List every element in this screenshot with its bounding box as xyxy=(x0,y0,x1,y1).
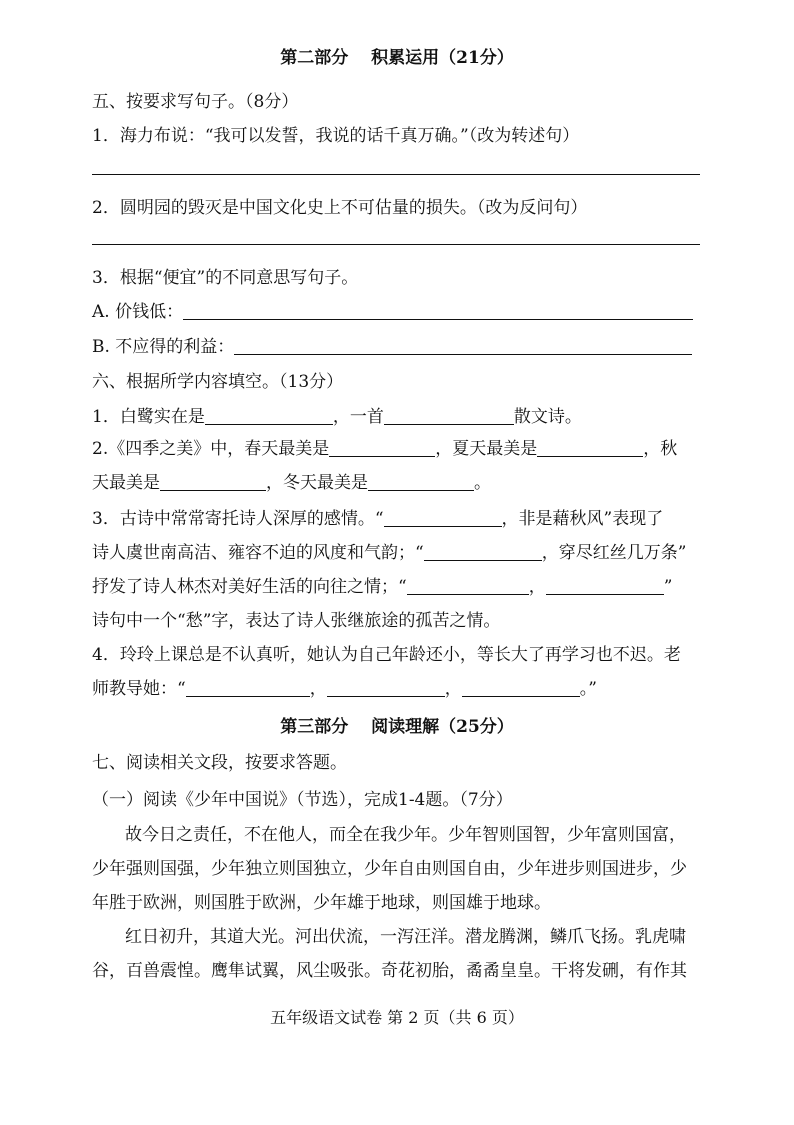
part3-heading: 第三部分 阅读理解（25分） xyxy=(280,717,514,737)
passage-paragraph-1-line-3: 年胜于欧洲，则国胜于欧洲，少年雄于地球，则国雄于地球。 xyxy=(92,893,551,913)
passage-paragraph-1-line-2: 少年强则国强，少年独立则国独立，少年自由则国自由，少年进步则国进步，少 xyxy=(92,859,687,879)
s6-q2-text-f: 。 xyxy=(474,473,491,493)
answer-blank[interactable] xyxy=(384,508,502,527)
s6-q4-text-b: 师教导她：“ xyxy=(92,679,186,699)
s6-q2-text-b: ，夏天最美是 xyxy=(435,439,538,459)
s5-q3-b-label: B. 不应得的利益： xyxy=(92,337,235,357)
answer-blank[interactable] xyxy=(384,406,514,425)
s6-q3-text-f: ， xyxy=(528,577,546,597)
s6-q1-text-c: 散文诗。 xyxy=(513,407,582,427)
answer-line-2[interactable] xyxy=(92,244,700,245)
answer-blank[interactable] xyxy=(160,472,266,491)
passage-paragraph-1-line-1: 故今日之责任，不在他人，而全在我少年。少年智则国智，少年富则国富， xyxy=(125,825,686,845)
s6-question-1 xyxy=(92,405,582,429)
s6-question-4-line1: 4．玲玲上课总是不认真听，她认为自己年龄还小，等长大了再学习也不迟。老 xyxy=(92,645,681,665)
section5-title: 五、按要求写句子。（8分） xyxy=(92,92,299,112)
answer-blank[interactable] xyxy=(546,576,664,595)
s6-question-3-line2 xyxy=(92,541,686,565)
passage-paragraph-2-line-2: 谷，百兽震惶。鹰隼试翼，风尘吸张。奇花初胎，矞矞皇皇。干将发硎，有作其 xyxy=(92,961,687,981)
s6-question-4-line2 xyxy=(92,677,597,701)
s6-question-3-line1 xyxy=(92,507,663,531)
s6-q2-text-c: ，秋 xyxy=(643,439,678,459)
s5-question-2: 2．圆明园的毁灭是中国文化史上不可估量的损失。（改为反问句） xyxy=(92,198,588,218)
section6-title: 六、根据所学内容填空。（13分） xyxy=(92,372,344,392)
s7-subsection-1: （一）阅读《少年中国说》（节选），完成1-4题。（7分） xyxy=(92,790,513,810)
s6-q3-text-g: ” xyxy=(663,577,673,597)
s6-q2-text-a: 2.《四季之美》中，春天最美是 xyxy=(92,439,330,459)
answer-blank[interactable] xyxy=(329,438,435,457)
s6-q2-text-e: ，冬天最美是 xyxy=(266,473,368,493)
s6-q3-text-e: 抒发了诗人林杰对美好生活的向往之情；“ xyxy=(92,577,407,597)
answer-blank[interactable] xyxy=(368,472,474,491)
s6-q4-text-d: ， xyxy=(444,679,462,699)
answer-blank[interactable] xyxy=(327,678,445,697)
s6-question-3-line4: 诗句中一个“愁”字，表达了诗人张继旅途的孤苦之情。 xyxy=(92,611,501,631)
answer-line-1[interactable] xyxy=(92,174,700,175)
s6-q1-text-a: 1．白鹭实在是 xyxy=(92,407,205,427)
s5-question-1: 1．海力布说：“我可以发誓，我说的话千真万确。”（改为转述句） xyxy=(92,126,580,146)
answer-blank-q3b[interactable] xyxy=(234,336,692,355)
s6-question-3-line3 xyxy=(92,575,672,599)
s5-q3-b xyxy=(92,335,692,359)
answer-blank[interactable] xyxy=(205,406,333,425)
s6-q4-text-e: 。” xyxy=(579,679,597,699)
s6-q3-text-b: ，非是藉秋风”表现了 xyxy=(501,509,664,529)
section7-title: 七、阅读相关文段，按要求答题。 xyxy=(92,753,347,773)
s6-q3-text-c: 诗人虞世南高洁、雍容不迫的风度和气韵；“ xyxy=(92,543,424,563)
s5-q3-a xyxy=(92,300,693,324)
answer-blank[interactable] xyxy=(537,438,643,457)
s6-q4-text-c: ， xyxy=(309,679,327,699)
answer-blank-q3a[interactable] xyxy=(183,301,693,320)
s6-q2-text-d: 天最美是 xyxy=(92,473,160,493)
page-footer: 五年级语文试卷 第 2 页（共 6 页） xyxy=(270,1008,524,1027)
s6-question-2-line1 xyxy=(92,437,677,461)
answer-blank[interactable] xyxy=(407,576,529,595)
s6-q3-text-d: ，穿尽红丝几万条” xyxy=(541,543,687,563)
s6-q3-text-a: 3．古诗中常常寄托诗人深厚的感情。“ xyxy=(92,509,384,529)
answer-blank[interactable] xyxy=(462,678,580,697)
answer-blank[interactable] xyxy=(424,542,542,561)
part2-heading: 第二部分 积累运用（21分） xyxy=(280,48,514,68)
s6-q1-text-b: ，一首 xyxy=(332,407,384,427)
s5-question-3: 3．根据“便宜”的不同意思写句子。 xyxy=(92,268,359,288)
answer-blank[interactable] xyxy=(186,678,310,697)
s5-q3-a-label: A. 价钱低： xyxy=(92,302,184,322)
s6-question-2-line2 xyxy=(92,471,491,495)
passage-paragraph-2-line-1: 红日初升，其道大光。河出伏流，一泻汪洋。潜龙腾渊，鳞爪飞扬。乳虎啸 xyxy=(125,927,686,947)
